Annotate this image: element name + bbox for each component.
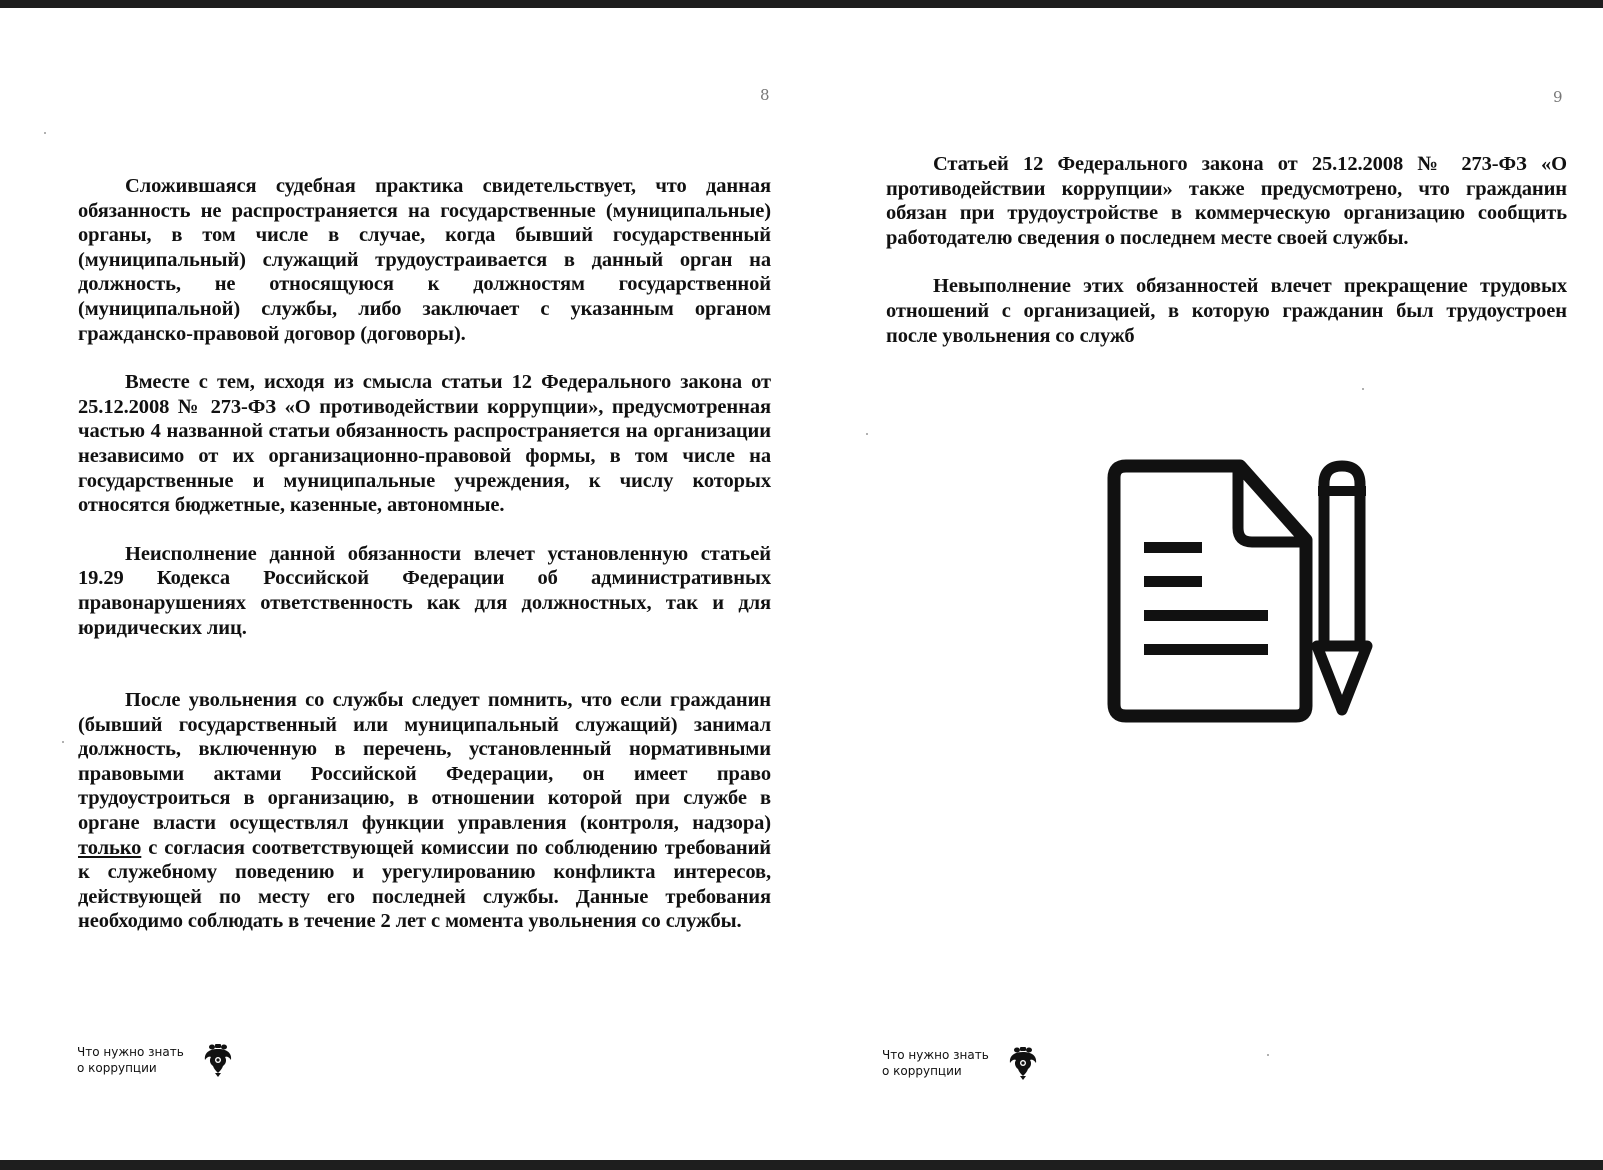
page-footer	[882, 1046, 1038, 1080]
page-number: 9	[1553, 88, 1563, 106]
paragraph: Невыполнение этих обязанностей влечет прекращение трудовых отношений с организацией, в которую гражданин был трудоустроен после увольнения со служб	[886, 275, 1567, 347]
paragraph: Сложившаяся судебная практика свидетельствует, что данная обязанность не распространяется на государственные (муниципальные) органы, в том числе в случае, когда бывший государственный (муниципальный) служащий трудоустраивается в данный орган на должность, не относящуюся к должностям государственной (муниципальной) службы, либо заключает с указанным органом гражданско-правовой договор (договоры).	[78, 175, 771, 345]
footer-caption	[77, 1044, 199, 1076]
paragraph: Вместе с тем, исходя из смысла статьи 12 Федерального закона от 25.12.2008 № 273-ФЗ «О противодействии коррупции», предусмотренная частью 4 названной статьи обязанность распространяется на организации независимо от их организационно-правовой формы, в том числе на государственные и муниципальные учреждения, к числу которых относятся бюджетные, казенные, автономные.	[78, 371, 771, 517]
left-page	[0, 8, 800, 1160]
footer-line: о коррупции	[77, 1061, 157, 1075]
left-page-text	[78, 174, 771, 934]
paragraph	[78, 688, 771, 934]
paragraph: Неисполнение данной обязанности влечет установленную статьей 19.29 Кодекса Российской Федерации об административных правонарушениях ответственность как для должностных, так и для юридических лиц.	[78, 542, 771, 639]
footer-caption	[882, 1047, 1004, 1079]
paragraph-text: После увольнения со службы следует помнить, что если гражданин (бывший государственный или муниципальный служащий) занимал должность, включенную в перечень, установленный нормативными правовыми актами Российской Федерации, он имеет право трудоустроиться в организацию, в отношении которой при службе в органе власти осуществлял функции управления (контроля, надзора)	[78, 689, 771, 835]
right-page-text	[886, 152, 1567, 348]
top-frame-bar	[0, 0, 1603, 8]
double-headed-eagle-icon	[203, 1043, 233, 1077]
emphasis-text: только	[78, 836, 142, 859]
bottom-frame-bar	[0, 1160, 1603, 1170]
scan-speck	[1267, 1054, 1269, 1056]
document-with-pencil-icon	[1106, 458, 1378, 728]
scan-speck	[866, 433, 868, 435]
scan-speck	[44, 132, 46, 134]
double-headed-eagle-icon	[1008, 1046, 1038, 1080]
footer-line: Что нужно знать	[882, 1048, 989, 1062]
scan-speck	[62, 741, 64, 743]
page-number: 8	[760, 86, 770, 104]
paragraph: Статьей 12 Федерального закона от 25.12.2008 № 273-ФЗ «О противодействии коррупции» также предусмотрено, что гражданин обязан при трудоустройстве в коммерческую организацию сообщить работодателю сведения о последнем месте своей службы.	[886, 153, 1567, 249]
right-page	[800, 8, 1603, 1160]
footer-line: Что нужно знать	[77, 1045, 184, 1059]
page-footer	[77, 1043, 233, 1077]
scan-speck	[1362, 388, 1364, 390]
footer-line: о коррупции	[882, 1064, 962, 1078]
paragraph-text: с согласия соответствующей комиссии по соблюдению требований к служебному поведению и урегулированию конфликта интересов, действующей по месту его последней службы. Данные требования необходимо соблюдать в течение 2 лет с момента увольнения со службы.	[78, 836, 771, 933]
